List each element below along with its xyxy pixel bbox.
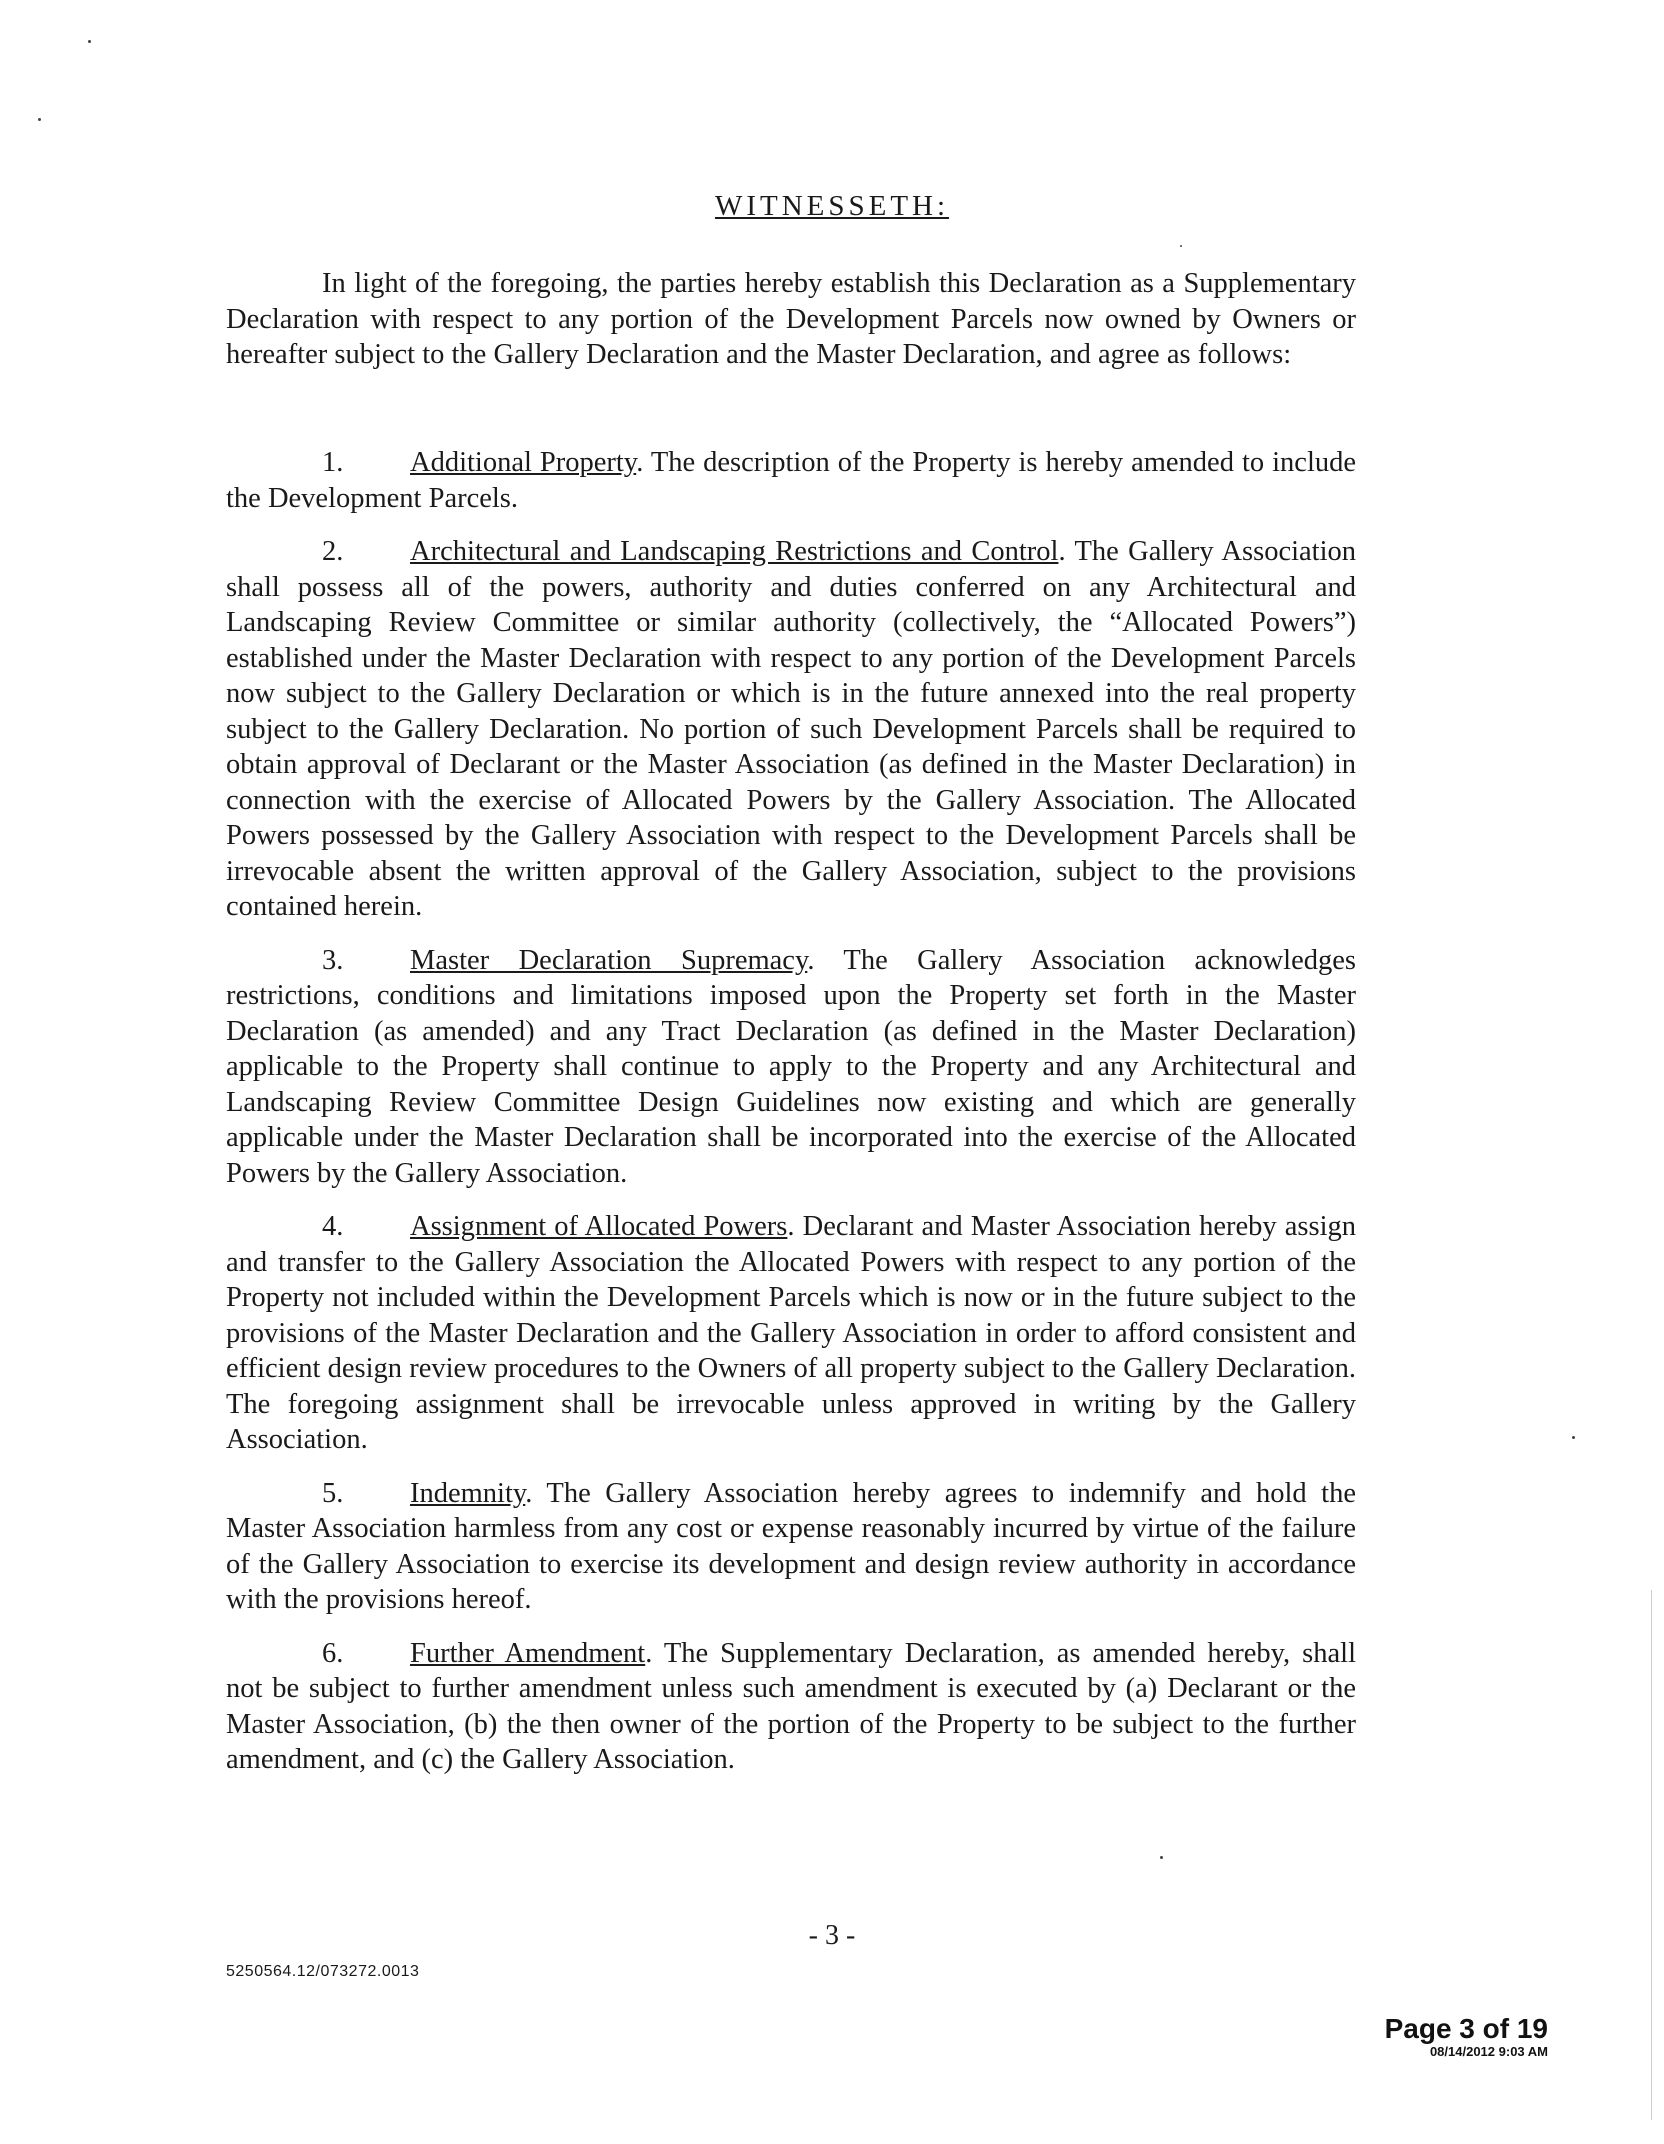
document-id: 5250564.12/073272.0013 [226, 1963, 420, 1980]
section-number: 6. [322, 1637, 344, 1669]
section-text: . The Gallery Association shall possess all of the powers, authority and duties conferred on any Architectural and Landscaping Review Committee or similar authority (collectively, the “Allocated Powers”) established under the Master Declaration with respect to any portion of the Development Parcels now subject to the Gallery Declaration or which is in the future annexed into the real property subject to the Gallery Declaration. No portion of such Development Parcels shall be required to obtain approval of Declarant or the Master Association (as defined in the Master Declaration) in connection with the exercise of Allocated Powers by the Gallery Association. The Allocated Powers possessed by the Gallery Association with respect to the Development Parcels shall be irrevocable absent the written approval of the Gallery Association, subject to the provisions contained herein. [226, 536, 1356, 922]
stamp-page-label: Page 3 of 19 [1384, 2013, 1548, 2044]
scan-speck [1572, 1436, 1575, 1439]
stamp-timestamp: 08/14/2012 9:03 AM [1429, 2044, 1548, 2059]
section-title: Architectural and Landscaping Restrictions and Control [410, 536, 1059, 567]
section-title: Additional Property [410, 447, 637, 478]
section-title: Further Amendment [410, 1637, 646, 1669]
section-text: . The Gallery Association hereby agrees to indemnify and hold the Master Association harmless from any cost or expense reasonably incurred by virtue of the failure of the Gallery Association to exercise its development and design review authority in accordance with the provisions hereof. [226, 1477, 1356, 1615]
section-paragraph [226, 943, 1356, 1192]
scan-speck [38, 118, 41, 121]
scan-speck [1180, 245, 1182, 247]
section-paragraph [226, 1476, 1356, 1618]
section-text: . Declarant and Master Association hereby assign and transfer to the Gallery Association the Allocated Powers with respect to any portion of the Property not included within the Development Parcels which is now or in the future subject to the provisions of the Master Declaration and the Gallery Association in order to afford consistent and efficient design review procedures to the Owners of all property subject to the Gallery Declaration. The foregoing assignment shall be irrevocable unless approved in writing by the Gallery Association. [226, 1211, 1356, 1455]
section-paragraph [226, 1636, 1356, 1778]
page-number: - 3 - [808, 1920, 856, 1951]
section-title: Master Declaration Supremacy [410, 944, 808, 976]
section-title: Assignment of Allocated Powers [410, 1211, 788, 1242]
section-paragraph [226, 1209, 1356, 1458]
scan-edge [1651, 1590, 1652, 2120]
section-number: 3. [322, 944, 344, 976]
intro-paragraph: In light of the foregoing, the parties hereby establish this Declaration as a Supplementary Declaration with respect to any portion of the Development Parcels now owned by Owners or hereafter subject to the Gallery Declaration and the Master Declaration, and agree as follows: [226, 268, 1356, 370]
section-paragraph [226, 534, 1356, 925]
section-text: . The Supplementary Declaration, as amended hereby, shall not be subject to further amendment unless such amendment is executed by (a) Declarant or the Master Association, (b) the then owner of the portion of the Property to be subject to the further amendment, and (c) the Gallery Association. [226, 1637, 1356, 1775]
section-number: 2. [322, 536, 344, 567]
section-text: . The description of the Property is hereby amended to include the Development Parcels. [226, 447, 1357, 514]
section-number: 5. [322, 1477, 344, 1509]
section-number: 1. [322, 447, 344, 478]
section-text: . The Gallery Association acknowledges restrictions, conditions and limitations imposed upon the Property set forth in the Master Declaration (as amended) and any Tract Declaration (as defined in the Master Declaration) applicable to the Property shall continue to apply to the Property and any Architectural and Landscaping Review Committee Design Guidelines now existing and which are generally applicable under the Master Declaration shall be incorporated into the exercise of the Allocated Powers by the Gallery Association. [226, 944, 1356, 1189]
section-paragraph [226, 445, 1356, 516]
section-list [226, 445, 1356, 1796]
scan-speck [1160, 1856, 1163, 1859]
page-heading: WITNESSETH: [714, 190, 950, 222]
section-title: Indemnity [410, 1477, 526, 1509]
page-stamp [1385, 2014, 1548, 2060]
section-number: 4. [322, 1211, 344, 1242]
scan-speck [88, 40, 91, 43]
